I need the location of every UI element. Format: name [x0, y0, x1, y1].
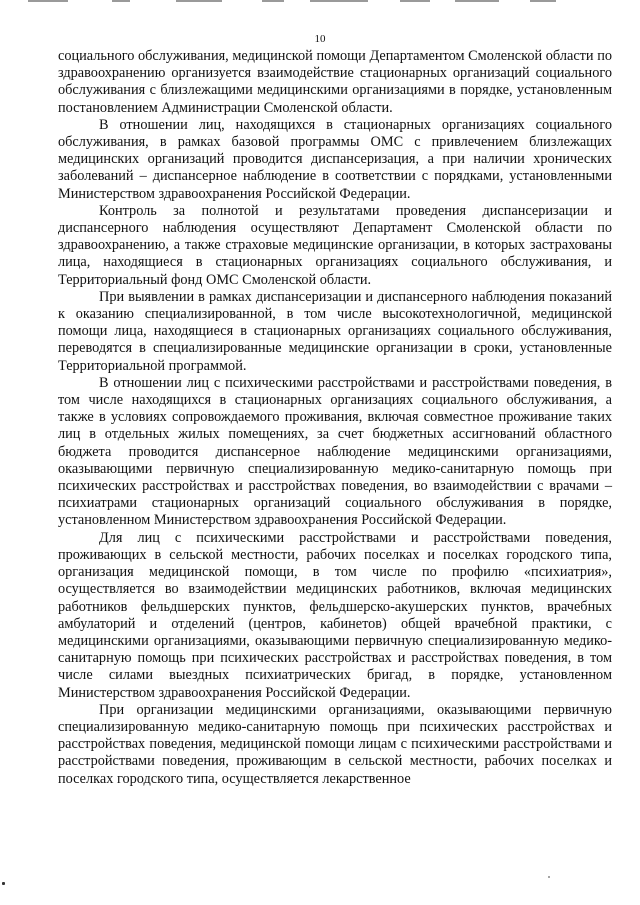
document-body — [58, 48, 612, 788]
scan-speck — [548, 876, 550, 878]
paragraph-control: Контроль за полнотой и результатами проведения диспансеризации и диспансерного наблюдения осуществляют Департамент Смоленской области по здравоохранению, а также страховые медицинские организации, в которых застрахованы лица, находящиеся в стационарных организациях социального обслуживания, и Территориальный фонд ОМС Смоленской области. — [58, 202, 612, 288]
paragraph-rural-care: Для лиц с психическими расстройствами и расстройствами поведения, проживающих в сельской местности, рабочих поселках и поселках городского типа, организация медицинской помощи, в том числе по профилю «психиатрия», осуществляется во взаимодействии медицинских работников, включая медицинских работников фельдшерских пунктов, фельдшерско-акушерских пунктов, врачебных амбулаторий и отделений (центров, кабинетов) общей врачебной практики, с медицинскими организациями, оказывающими первичную специализированную медико-санитарную помощь при психических расстройствах и расстройствах поведения, в том числе силами выездных психиатрических бригад, в порядке, установленном Министерством здравоохранения Российской Федерации. — [58, 529, 612, 701]
page-number: 10 — [314, 33, 326, 45]
paragraph-dispanserization: В отношении лиц, находящихся в стационарных организациях социального обслуживания, в рамках базовой программы ОМС с привлечением близлежащих медицинских организаций проводится диспансеризация, а при наличии хронических заболеваний – диспансерное наблюдение в соответствии с порядками, установленными Министерством здравоохранения Российской Федерации. — [58, 116, 612, 202]
paragraph-transfer: При выявлении в рамках диспансеризации и диспансерного наблюдения показаний к оказанию специализированной, в том числе высокотехнологичной, медицинской помощи лица, находящиеся в стационарных организациях социального обслуживания, переводятся в специализированные медицинские организации в сроки, установленные Территориальной программой. — [58, 288, 612, 374]
scan-speck — [2, 882, 5, 885]
paragraph-medication-supply: При организации медицинскими организациями, оказывающими первичную специализированную медико-санитарную помощь при психических расстройствах и расстройствах поведения, медицинской помощи лицам с психическими расстройствами и расстройствами поведения, проживающим в сельской местности, рабочих поселках и поселках городского типа, осуществляется лекарственное — [58, 701, 612, 787]
paragraph-continuation: социального обслуживания, медицинской помощи Департаментом Смоленской области по здравоохранению организуется взаимодействие стационарных организаций социального обслуживания с близлежащими медицинскими организациями в порядке, установленным постановлением Администрации Смоленской области. — [58, 48, 612, 116]
scan-top-edge-marks — [0, 0, 640, 6]
paragraph-mental-disorders: В отношении лиц с психическими расстройствами и расстройствами поведения, в том числе находящихся в стационарных организациях социального обслуживания, а также в условиях сопровождаемого проживания, включая совместное проживание таких лиц в отдельных жилых помещениях, за счет бюджетных ассигнований областного бюджета проводится диспансерное наблюдение медицинскими организациями, оказывающими первичную специализированную медико-санитарную помощь при психических расстройствах и расстройствах поведения, во взаимодействии с врачами – психиатрами стационарных организаций социального обслуживания в порядке, установленном Министерством здравоохранения Российской Федерации. — [58, 374, 612, 529]
